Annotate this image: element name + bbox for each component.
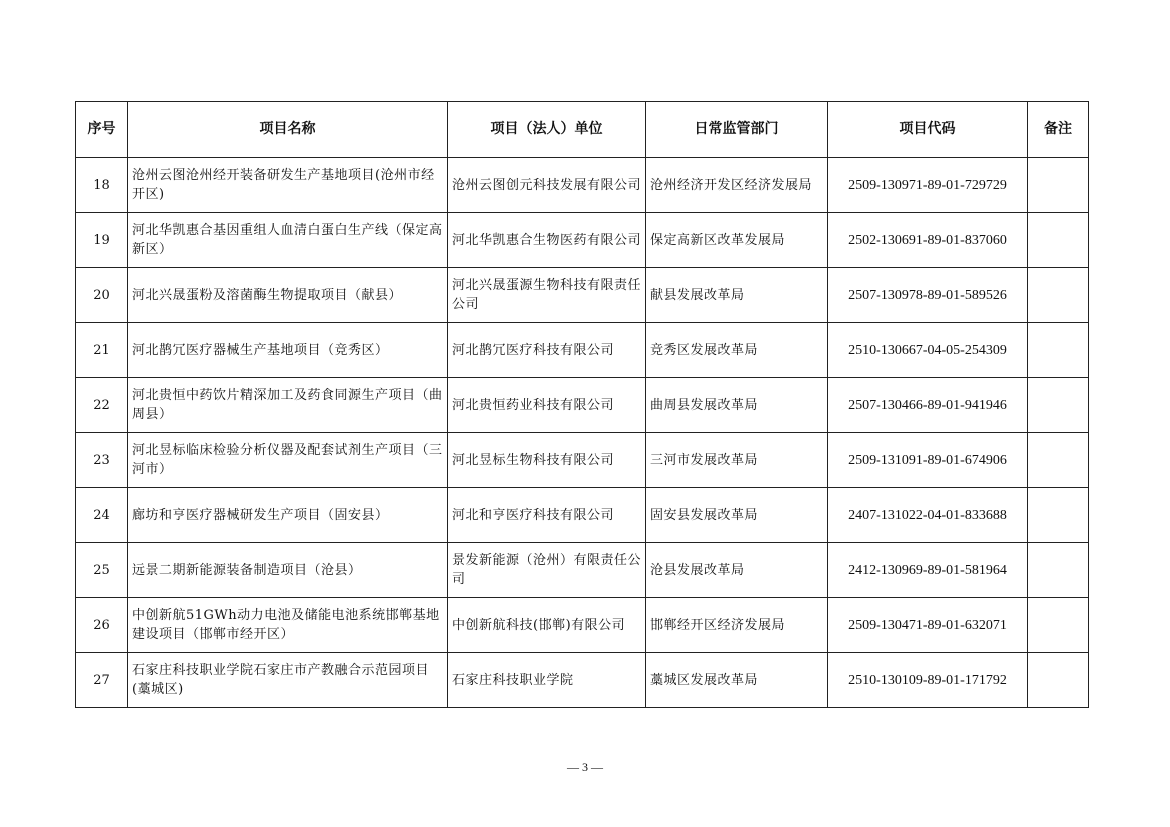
page-number: — 3 —	[567, 760, 603, 774]
cell-no: 19	[76, 213, 128, 268]
cell-remark	[1028, 543, 1089, 598]
cell-supervising-dept: 邯郸经开区经济发展局	[646, 598, 828, 653]
table-row	[76, 653, 1089, 708]
cell-legal-unit: 中创新航科技(邯郸)有限公司	[448, 598, 646, 653]
cell-remark	[1028, 323, 1089, 378]
cell-supervising-dept: 沧县发展改革局	[646, 543, 828, 598]
cell-project-code: 2509-131091-89-01-674906	[828, 433, 1028, 488]
cell-supervising-dept: 献县发展改革局	[646, 268, 828, 323]
cell-project-name: 远景二期新能源装备制造项目（沧县）	[128, 543, 448, 598]
cell-supervising-dept: 固安县发展改革局	[646, 488, 828, 543]
cell-no: 22	[76, 378, 128, 433]
cell-remark	[1028, 653, 1089, 708]
cell-legal-unit: 河北昱标生物科技有限公司	[448, 433, 646, 488]
cell-remark	[1028, 433, 1089, 488]
cell-no: 20	[76, 268, 128, 323]
header-project-code: 项目代码	[828, 102, 1028, 158]
cell-project-code: 2510-130667-04-05-254309	[828, 323, 1028, 378]
cell-project-code: 2407-131022-04-01-833688	[828, 488, 1028, 543]
cell-project-name: 石家庄科技职业学院石家庄市产教融合示范园项目(藁城区)	[128, 653, 448, 708]
cell-no: 18	[76, 158, 128, 213]
cell-legal-unit: 河北鹊冗医疗科技有限公司	[448, 323, 646, 378]
cell-no: 25	[76, 543, 128, 598]
cell-legal-unit: 河北兴晟蛋源生物科技有限责任公司	[448, 268, 646, 323]
cell-legal-unit: 沧州云图创元科技发展有限公司	[448, 158, 646, 213]
cell-remark	[1028, 488, 1089, 543]
cell-project-code: 2509-130971-89-01-729729	[828, 158, 1028, 213]
cell-project-name: 廊坊和亨医疗器械研发生产项目（固安县）	[128, 488, 448, 543]
cell-project-name: 河北昱标临床检验分析仪器及配套试剂生产项目（三河市）	[128, 433, 448, 488]
table-row	[76, 543, 1089, 598]
cell-no: 26	[76, 598, 128, 653]
header-no: 序号	[76, 102, 128, 158]
cell-project-code: 2507-130978-89-01-589526	[828, 268, 1028, 323]
cell-remark	[1028, 268, 1089, 323]
cell-supervising-dept: 藁城区发展改革局	[646, 653, 828, 708]
cell-legal-unit: 河北华凯惠合生物医药有限公司	[448, 213, 646, 268]
cell-supervising-dept: 三河市发展改革局	[646, 433, 828, 488]
table-row	[76, 268, 1089, 323]
cell-project-name: 河北鹊冗医疗器械生产基地项目（竞秀区）	[128, 323, 448, 378]
cell-project-code: 2510-130109-89-01-171792	[828, 653, 1028, 708]
cell-supervising-dept: 沧州经济开发区经济发展局	[646, 158, 828, 213]
cell-project-code: 2412-130969-89-01-581964	[828, 543, 1028, 598]
cell-project-name: 河北兴晟蛋粉及溶菌酶生物提取项目（献县）	[128, 268, 448, 323]
cell-remark	[1028, 378, 1089, 433]
cell-supervising-dept: 保定高新区改革发展局	[646, 213, 828, 268]
table-row	[76, 598, 1089, 653]
table-row	[76, 433, 1089, 488]
cell-no: 24	[76, 488, 128, 543]
project-table	[75, 101, 1089, 708]
cell-supervising-dept: 竞秀区发展改革局	[646, 323, 828, 378]
cell-project-code: 2507-130466-89-01-941946	[828, 378, 1028, 433]
header-supervising-dept: 日常监管部门	[646, 102, 828, 158]
cell-remark	[1028, 598, 1089, 653]
header-remark: 备注	[1028, 102, 1089, 158]
cell-project-code: 2502-130691-89-01-837060	[828, 213, 1028, 268]
cell-remark	[1028, 213, 1089, 268]
header-legal-unit: 项目（法人）单位	[448, 102, 646, 158]
table-header-row	[76, 102, 1089, 158]
table-row	[76, 378, 1089, 433]
table-row	[76, 488, 1089, 543]
table-row	[76, 323, 1089, 378]
cell-project-code: 2509-130471-89-01-632071	[828, 598, 1028, 653]
cell-remark	[1028, 158, 1089, 213]
table-row	[76, 158, 1089, 213]
cell-no: 23	[76, 433, 128, 488]
cell-legal-unit: 河北和亨医疗科技有限公司	[448, 488, 646, 543]
cell-no: 27	[76, 653, 128, 708]
cell-legal-unit: 河北贵恒药业科技有限公司	[448, 378, 646, 433]
cell-project-name: 河北华凯惠合基因重组人血清白蛋白生产线（保定高新区）	[128, 213, 448, 268]
cell-supervising-dept: 曲周县发展改革局	[646, 378, 828, 433]
table-row	[76, 213, 1089, 268]
header-project-name: 项目名称	[128, 102, 448, 158]
cell-project-name: 中创新航51GWh动力电池及储能电池系统邯郸基地建设项目（邯郸市经开区）	[128, 598, 448, 653]
cell-no: 21	[76, 323, 128, 378]
cell-project-name: 沧州云图沧州经开装备研发生产基地项目(沧州市经开区)	[128, 158, 448, 213]
cell-project-name: 河北贵恒中药饮片精深加工及药食同源生产项目（曲周县）	[128, 378, 448, 433]
cell-legal-unit: 石家庄科技职业学院	[448, 653, 646, 708]
cell-legal-unit: 景发新能源（沧州）有限责任公司	[448, 543, 646, 598]
